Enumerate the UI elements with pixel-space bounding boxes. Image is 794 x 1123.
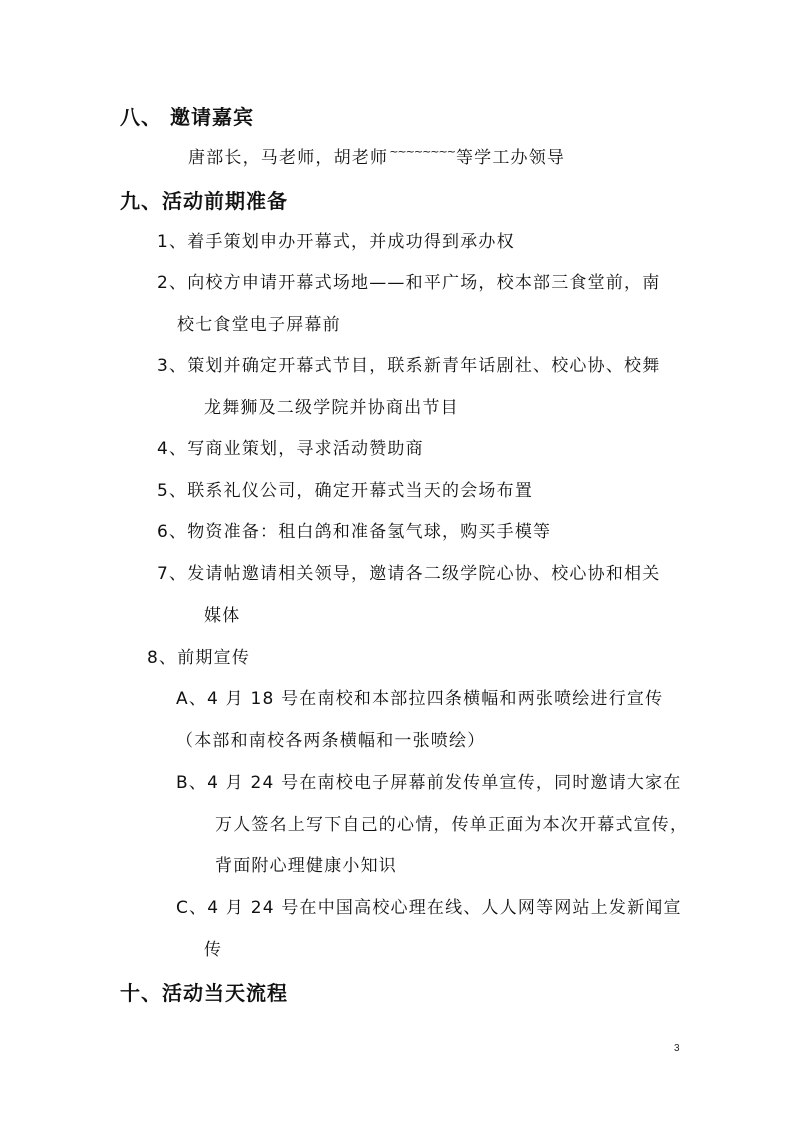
prep-item-2-line-2: 校七食堂电子屏幕前 — [177, 315, 341, 335]
prep-item-3-line-1: 3、策划并确定开幕式节目，联系新青年话剧社、校心协、校舞 — [157, 356, 661, 376]
guest-list-names: 唐部长，马老师，胡老师 — [188, 148, 389, 168]
guest-list-ellipsis: ~~~~~~~~ — [389, 145, 455, 158]
prep-item-6: 6、物资准备：租白鸽和准备氢气球，购买手模等 — [157, 522, 552, 542]
prep-item-3-line-2: 龙舞狮及二级学院并协商出节目 — [204, 398, 459, 418]
publicity-c-line-1: C、4 月 24 号在中国高校心理在线、人人网等网站上发新闻宣 — [176, 898, 682, 918]
prep-item-7-line-2: 媒体 — [204, 606, 241, 626]
prep-item-8: 8、前期宣传 — [147, 648, 251, 668]
section-8-heading: 八、 邀请嘉宾 — [120, 105, 254, 129]
publicity-a-line-1: A、4 月 18 号在南校和本部拉四条横幅和两张喷绘进行宣传 — [176, 689, 664, 709]
guest-list — [188, 145, 566, 168]
prep-item-5: 5、联系礼仪公司，确定开幕式当天的会场布置 — [157, 481, 534, 501]
section-10-heading: 十、活动当天流程 — [120, 981, 288, 1005]
prep-item-2-line-1: 2、向校方申请开幕式场地——和平广场，校本部三食堂前，南 — [157, 273, 661, 293]
publicity-b-line-1: B、4 月 24 号在南校电子屏幕前发传单宣传，同时邀请大家在 — [176, 773, 682, 793]
section-9-heading: 九、活动前期准备 — [120, 189, 288, 213]
publicity-c-line-2: 传 — [204, 940, 223, 960]
prep-item-7-line-1: 7、发请帖邀请相关领导，邀请各二级学院心协、校心协和相关 — [157, 564, 661, 584]
publicity-b-line-3: 背面附心理健康小知识 — [215, 856, 397, 876]
prep-item-1: 1、着手策划申办开幕式，并成功得到承办权 — [157, 232, 515, 252]
publicity-b-line-2: 万人签名上写下自己的心情，传单正面为本次开幕式宣传， — [215, 815, 689, 835]
publicity-a-line-2: （本部和南校各两条横幅和一张喷绘） — [176, 731, 486, 751]
guest-list-suffix: 等学工办领导 — [455, 148, 566, 168]
page-number: 3 — [674, 1043, 680, 1054]
prep-item-4: 4、写商业策划，寻求活动赞助商 — [157, 439, 424, 459]
